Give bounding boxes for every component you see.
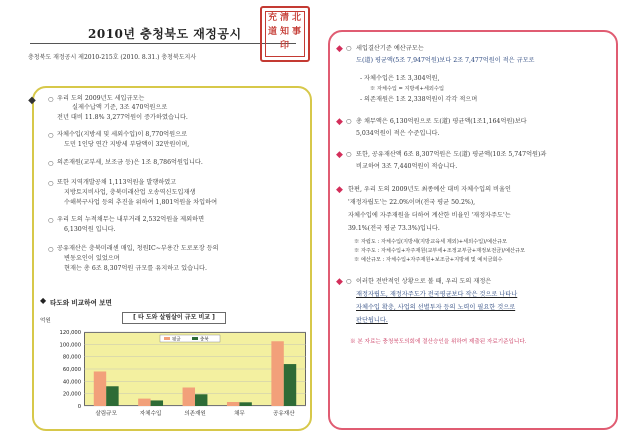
chart-category-label: 살림규모 (95, 411, 118, 417)
circle-bullet-icon: ○ (346, 278, 352, 285)
seal-glyph: 北 (292, 13, 302, 23)
chart-category-label: 자체수입 (139, 411, 162, 417)
circle-bullet-icon: ○ (48, 132, 54, 139)
bond-issue-line: 또한 지역개발공채 1,113억원을 발행하였고 (57, 179, 177, 186)
circle-bullet-icon: ○ (346, 118, 352, 125)
total-debt-line: 총 채무액은 6,130억원으로 도(道) 평균액(1조1,164억원)보다 (356, 118, 527, 125)
diamond-icon: ◆ (336, 44, 343, 54)
chart-ytick-label: 0 (77, 404, 81, 410)
conclusion-line: 판단됩니다. (356, 317, 388, 324)
chart-category-label: 채무 (233, 411, 245, 417)
public-property-compare: 또한, 공유재산액 6조 8,307억원은 도(道) 평균액(10조 5,747억원)과 (356, 151, 547, 158)
source-footnote: ※ 본 자료는 충청북도의회에 결산승인을 위하여 제출된 자료기준입니다. (350, 339, 527, 345)
chart-ytick-label: 40,000 (62, 379, 81, 386)
budget-size-line: 전년 대비 11.8% 3,277억원이 증가하였습니다. (57, 114, 188, 121)
conclusion-line: 재정자립도, 재정자주도가 전국평균보다 작은 것으로 나타나 (356, 291, 518, 298)
conclusion-line: 자체수입 확충, 사업의 선별투자 등의 노력이 필요한 것으로 (356, 304, 516, 311)
chart-bar (151, 400, 163, 406)
circle-bullet-icon: ○ (346, 151, 352, 158)
chart-svg (36, 310, 312, 428)
circle-bullet-icon: ○ (48, 96, 54, 103)
definition-note: ※ 자립도 : 자체수입(지방세(지방교육세 제외)+세외수입)/예산규모 (354, 239, 507, 245)
right-summary-panel (328, 30, 618, 430)
notice-subtitle: 충청북도 재정공시 제2010-215호 (2010. 8.31.) 충청북도지사 (28, 54, 197, 61)
own-revenue-line: 자체수입(지방세 및 세외수입)이 8,770억원으로 (57, 131, 188, 138)
debt-line: 우리 도의 누적채무는 내부거래 2,532억원을 제외하면 (57, 216, 205, 223)
seal-glyph: 知 (280, 27, 290, 37)
circle-bullet-icon: ○ (48, 217, 54, 224)
own-revenue-note: ※ 자체수입 = 지방세+세외수입 (370, 86, 444, 92)
left-summary-panel (28, 86, 312, 431)
budget-size-line: 실제수납액 기준, 3조 470억원으로 (72, 104, 168, 111)
chart-ytick-label: 120,000 (59, 330, 81, 336)
diamond-icon: ◆ (336, 117, 343, 127)
seal-glyph: 充 (268, 13, 278, 23)
chart-legend-swatch (192, 337, 198, 340)
chart-bar (239, 402, 251, 406)
compare-heading: 타도와 비교하여 보면 (50, 299, 112, 307)
chart-bar (195, 394, 207, 406)
circle-bullet-icon: ○ (346, 45, 352, 52)
seal-glyph: 道 (268, 27, 278, 37)
chart-unit-label: 억원 (40, 318, 51, 324)
budget-compare-title: 세입결산기준 예산규모는 (356, 45, 424, 52)
diamond-icon: ◆ (28, 94, 36, 106)
chart-ytick-label: 80,000 (62, 354, 81, 361)
chart-ytick-label: 100,000 (59, 342, 81, 349)
public-property-line: 변동요인이 있었으며 (64, 255, 120, 262)
chart-legend-swatch (164, 337, 170, 340)
fiscal-autonomy-line: 자체수입에 자주재원을 더하여 계산한 비율인 '재정자주도'는 (348, 212, 511, 219)
chart-ytick-label: 20,000 (62, 391, 81, 398)
chart-bar (94, 371, 106, 406)
public-property-line: 현재는 총 6조 8,307억원 규모를 유지하고 있습니다. (64, 265, 208, 272)
seal-glyph: 印 (280, 41, 290, 51)
fiscal-independence-line: 한편, 우리 도의 2009년도 최종예산 대비 자체수입의 비율인 (348, 186, 511, 193)
circle-bullet-icon: ○ (48, 160, 54, 167)
chart-bar (183, 388, 195, 407)
circle-bullet-icon: ○ (48, 246, 54, 253)
chart-bar (138, 399, 150, 406)
bond-issue-line: 지방토지비사업, 충북미래산업 오송역신도입재생 (64, 189, 196, 196)
chart-bar (284, 364, 296, 406)
circle-bullet-icon: ○ (48, 180, 54, 187)
conclusion-line: 이러한 전반적인 상황으로 볼 때, 우리 도의 재정은 (356, 278, 492, 285)
diamond-icon: ◆ (336, 277, 343, 287)
official-seal (260, 6, 310, 62)
title-divider (30, 43, 296, 44)
public-property-compare: 비교하여 3조 7,440억원이 적습니다. (356, 163, 458, 170)
budget-compare-line: 도(道) 평균액(5조 7,947억원)보다 2조 7,477억원이 적은 규모로 (356, 57, 535, 64)
chart-bar (271, 341, 283, 406)
total-debt-line: 5,034억원이 적은 수준입니다. (356, 130, 440, 137)
diamond-icon: ◆ (40, 296, 47, 305)
diamond-icon: ◆ (336, 150, 343, 160)
debt-line: 6,130억원 입니다. (64, 226, 116, 233)
budget-size-line: 우리 도의 2009년도 세입규모는 (57, 95, 145, 102)
page-title: 2010년 충청북도 재정공시 (88, 27, 242, 41)
own-revenue-diff: - 자체수입은 1조 3,304억원, (360, 75, 440, 82)
seal-glyph: 事 (292, 27, 302, 37)
dependent-revenue-diff: - 의존재원은 1조 2,338억원이 각각 적으며 (360, 96, 478, 103)
fiscal-autonomy-line: 39.1%(전국 평균 73.3%)입니다. (348, 225, 440, 232)
chart-ytick-label: 60,000 (62, 367, 81, 373)
chart-category-label: 의존재원 (184, 411, 206, 417)
comparison-chart (36, 310, 312, 428)
chart-legend-label: 충북 (200, 337, 209, 343)
chart-legend-label: 평균 (172, 337, 181, 343)
chart-bar (227, 402, 239, 406)
definition-note: ※ 예산규모 : 자체수입+자주재원+보조금+지방채 및 예치금회수 (354, 257, 503, 263)
chart-title: [ 타 도와 살림살이 규모 비교 ] (122, 312, 226, 324)
fiscal-independence-line: '재정자립도'는 22.0%이며(전국 평균 50.2%), (348, 199, 476, 206)
diamond-icon: ◆ (336, 185, 343, 195)
chart-category-label: 공유재산 (272, 411, 295, 417)
own-revenue-line: 도민 1인당 연간 지방세 부담액이 32만원이며, (64, 141, 190, 148)
seal-glyph: 清 (280, 13, 290, 23)
bond-issue-line: 수해복구사업 등의 추진을 위하여 1,801억원을 차입하여 (64, 199, 218, 206)
dependent-revenue-line: 의존재원(교부세, 보조금 등)은 1조 8,786억원입니다. (57, 159, 203, 166)
chart-bar (106, 386, 118, 406)
definition-note: ※ 자주도 : 자체수입+자주재원(교부세+조정교부금+재정보전금)/예산규모 (354, 248, 526, 254)
public-property-line: 공유재산은 충북미래센 매입, 청원IC~부용간 도로포장 등의 (57, 245, 219, 252)
